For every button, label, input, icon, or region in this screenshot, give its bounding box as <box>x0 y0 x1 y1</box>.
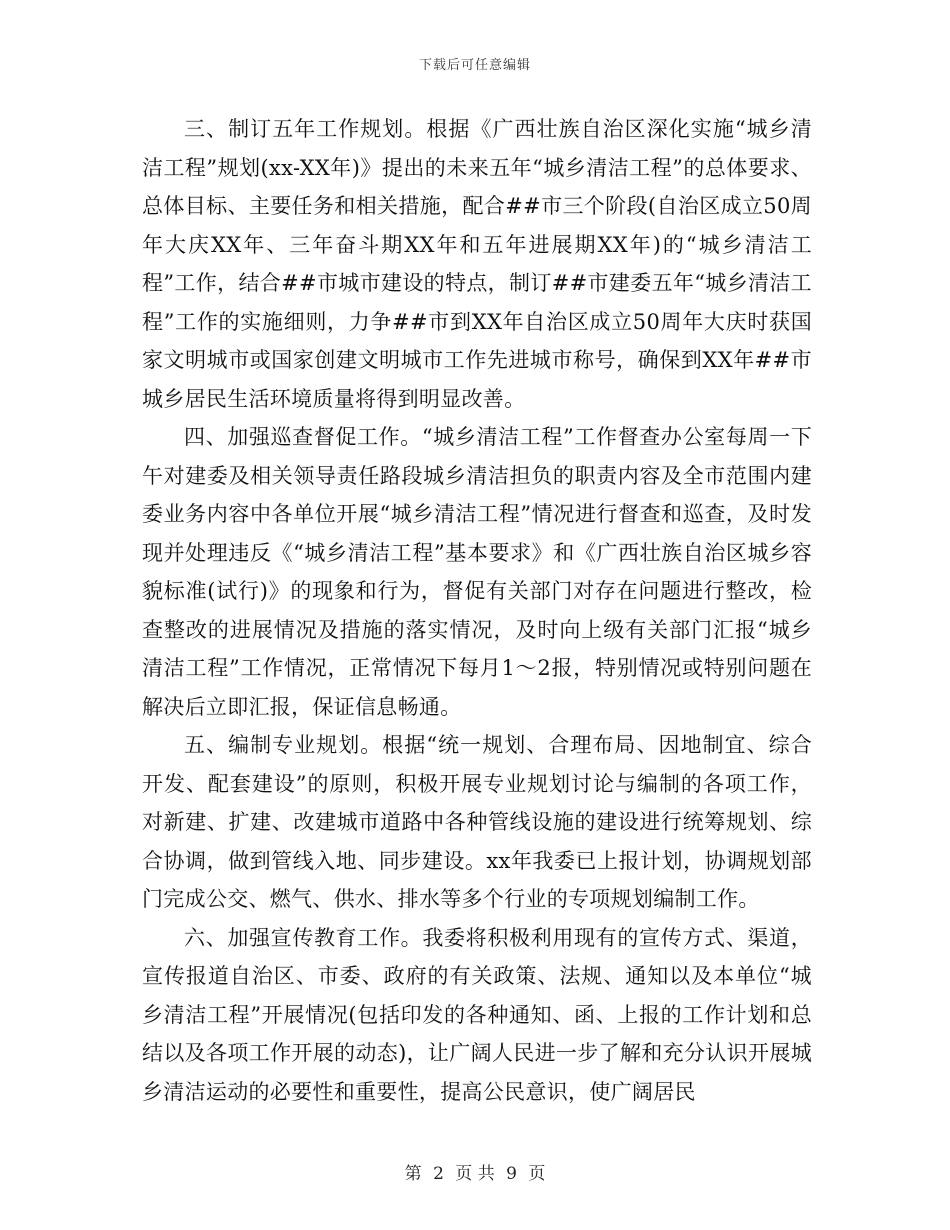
paragraph-inspection: 四、加强巡查督促工作。“城乡清洁工程”工作督查办公室每周一下午对建委及相关领导责任路段城乡清洁担负的职责内容及全市范围内建委业务内容中各单位开展“城乡清洁工程”情况进行督查和巡查，及时发现并处理违反《“城乡清洁工程”基本要求》和《广西壮族自治区城乡容貌标准(试行)》的现象和行为，督促有关部门对存在问题进行整改，检查整改的进展情况及措施的落实情况，及时向上级有关部门汇报“城乡清洁工程”工作情况，正常情况下每月1～2报，特别情况或特别问题在解决后立即汇报，保证信息畅通。 <box>142 425 812 719</box>
footer-prefix: 第 <box>404 1164 422 1184</box>
paragraph-publicity: 六、加强宣传教育工作。我委将积极利用现有的宣传方式、渠道，宣传报道自治区、市委、政府的有关政策、法规、通知以及本单位“城乡清洁工程”开展情况(包括印发的各种通知、函、上报的工作计划和总结以及各项工作开展的动态)，让广阔人民进一步了解和充分认识开展城乡清洁运动的必要性和重要性，提高公民意识，使广阔居民 <box>142 925 812 1104</box>
page-footer <box>0 1159 950 1184</box>
footer-middle: 页 共 <box>455 1164 495 1184</box>
page-header-note: 下载后可任意编辑 <box>418 58 531 73</box>
document-body <box>142 110 812 1111</box>
footer-total-pages: 9 <box>506 1164 517 1184</box>
footer-page-number: 2 <box>433 1164 444 1184</box>
paragraph-plan: 三、制订五年工作规划。根据《广西壮族自治区深化实施“城乡清洁工程”规划(xx-XX年)》提出的未来五年“城乡清洁工程”的总体要求、总体目标、主要任务和相关措施，配合##市三个阶段(自治区成立50周年大庆XX年、三年奋斗期XX年和五年进展期XX年)的“城乡清洁工程”工作，结合##市城市建设的特点，制订##市建委五年“城乡清洁工程”工作的实施细则，力争##市到XX年自治区成立50周年大庆时获国家文明城市或国家创建文明城市工作先进城市称号，确保到XX年##市城乡居民生活环境质量将得到明显改善。 <box>142 117 812 411</box>
footer-suffix: 页 <box>528 1164 546 1184</box>
paragraph-planning: 五、编制专业规划。根据“统一规划、合理布局、因地制宜、综合开发、配套建设”的原则，积极开展专业规划讨论与编制的各项工作，对新建、扩建、改建城市道路中各种管线设施的建设进行统筹规划、综合协调，做到管线入地、同步建设。xx年我委已上报计划，协调规划部门完成公交、燃气、供水、排水等多个行业的专项规划编制工作。 <box>142 733 812 911</box>
